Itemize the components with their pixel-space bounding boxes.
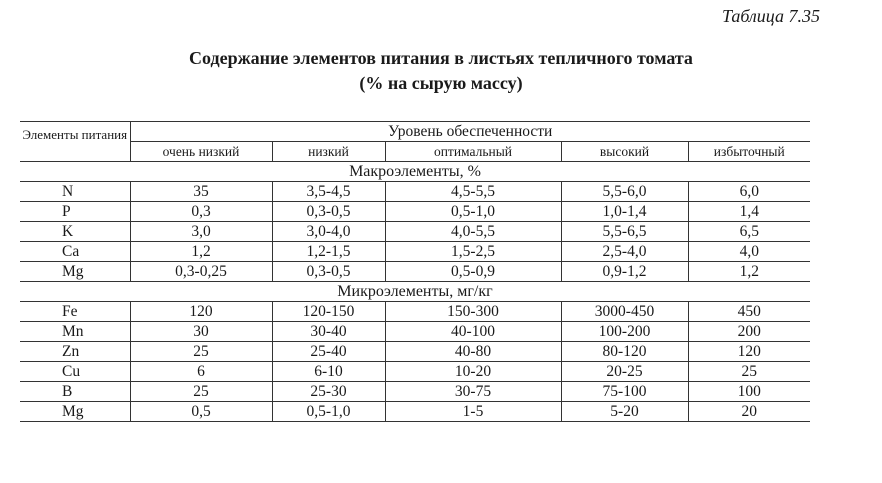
value-cell: 0,9-1,2 [561, 262, 688, 282]
value-cell: 120-150 [272, 302, 385, 322]
value-cell: 3,0 [130, 222, 272, 242]
value-cell: 150-300 [385, 302, 561, 322]
element-name-cell: Mg [20, 262, 130, 282]
value-cell: 120 [130, 302, 272, 322]
value-cell: 0,3-0,5 [272, 262, 385, 282]
element-name-cell: N [20, 182, 130, 202]
element-name-cell: Mg [20, 402, 130, 422]
element-name-cell: Fe [20, 302, 130, 322]
value-cell: 40-80 [385, 342, 561, 362]
value-cell: 1,5-2,5 [385, 242, 561, 262]
element-name-cell: Cu [20, 362, 130, 382]
element-name-cell: Zn [20, 342, 130, 362]
value-cell: 3,5-4,5 [272, 182, 385, 202]
table-row [20, 302, 810, 322]
value-cell: 1-5 [385, 402, 561, 422]
table-row [20, 402, 810, 422]
value-cell: 120 [688, 342, 810, 362]
value-cell: 0,3 [130, 202, 272, 222]
value-cell: 1,2 [130, 242, 272, 262]
nutrient-table [20, 121, 810, 422]
value-cell: 30 [130, 322, 272, 342]
value-cell: 10-20 [385, 362, 561, 382]
value-cell: 30-75 [385, 382, 561, 402]
title-line-2: (% на сырую массу) [359, 73, 523, 93]
value-cell: 25 [688, 362, 810, 382]
value-cell: 75-100 [561, 382, 688, 402]
value-cell: 6 [130, 362, 272, 382]
value-cell: 2,5-4,0 [561, 242, 688, 262]
value-cell: 25 [130, 382, 272, 402]
table-title [0, 46, 882, 96]
table-row [20, 342, 810, 362]
micro-section-title: Микроэлементы, мг/кг [20, 282, 810, 302]
title-line-1: Содержание элементов питания в листьях тепличного томата [189, 48, 693, 68]
value-cell: 25 [130, 342, 272, 362]
table-row [20, 322, 810, 342]
value-cell: 0,5-1,0 [385, 202, 561, 222]
value-cell: 0,5-1,0 [272, 402, 385, 422]
value-cell: 20-25 [561, 362, 688, 382]
header-elements: Элементы питания [20, 122, 130, 162]
value-cell: 5,5-6,0 [561, 182, 688, 202]
table-row [20, 182, 810, 202]
table-number-label: Таблица 7.35 [721, 6, 820, 26]
value-cell: 0,5 [130, 402, 272, 422]
value-cell: 25-40 [272, 342, 385, 362]
table-row [20, 242, 810, 262]
element-name-cell: P [20, 202, 130, 222]
element-name-cell: K [20, 222, 130, 242]
table-row [20, 262, 810, 282]
element-name-cell: Mn [20, 322, 130, 342]
value-cell: 1,0-1,4 [561, 202, 688, 222]
value-cell: 200 [688, 322, 810, 342]
value-cell: 4,0-5,5 [385, 222, 561, 242]
value-cell: 100-200 [561, 322, 688, 342]
value-cell: 0,3-0,5 [272, 202, 385, 222]
value-cell: 20 [688, 402, 810, 422]
value-cell: 4,5-5,5 [385, 182, 561, 202]
value-cell: 30-40 [272, 322, 385, 342]
value-cell: 1,4 [688, 202, 810, 222]
value-cell: 4,0 [688, 242, 810, 262]
value-cell: 1,2 [688, 262, 810, 282]
table-row [20, 362, 810, 382]
value-cell: 0,5-0,9 [385, 262, 561, 282]
value-cell: 3000-450 [561, 302, 688, 322]
table-row [20, 202, 810, 222]
header-level-high: высокий [561, 142, 688, 162]
table-row [20, 222, 810, 242]
value-cell: 6-10 [272, 362, 385, 382]
value-cell: 0,3-0,25 [130, 262, 272, 282]
header-level-very-low: очень низкий [130, 142, 272, 162]
header-level-low: низкий [272, 142, 385, 162]
header-level-excess: избыточный [688, 142, 810, 162]
value-cell: 3,0-4,0 [272, 222, 385, 242]
value-cell: 5-20 [561, 402, 688, 422]
value-cell: 6,5 [688, 222, 810, 242]
element-name-cell: Ca [20, 242, 130, 262]
value-cell: 35 [130, 182, 272, 202]
macro-section-title: Макроэлементы, % [20, 162, 810, 182]
header-supply-level: Уровень обеспеченности [130, 122, 810, 142]
value-cell: 1,2-1,5 [272, 242, 385, 262]
value-cell: 100 [688, 382, 810, 402]
value-cell: 80-120 [561, 342, 688, 362]
value-cell: 5,5-6,5 [561, 222, 688, 242]
element-name-cell: B [20, 382, 130, 402]
value-cell: 450 [688, 302, 810, 322]
value-cell: 6,0 [688, 182, 810, 202]
header-level-optimal: оптимальный [385, 142, 561, 162]
value-cell: 25-30 [272, 382, 385, 402]
value-cell: 40-100 [385, 322, 561, 342]
table-row [20, 382, 810, 402]
